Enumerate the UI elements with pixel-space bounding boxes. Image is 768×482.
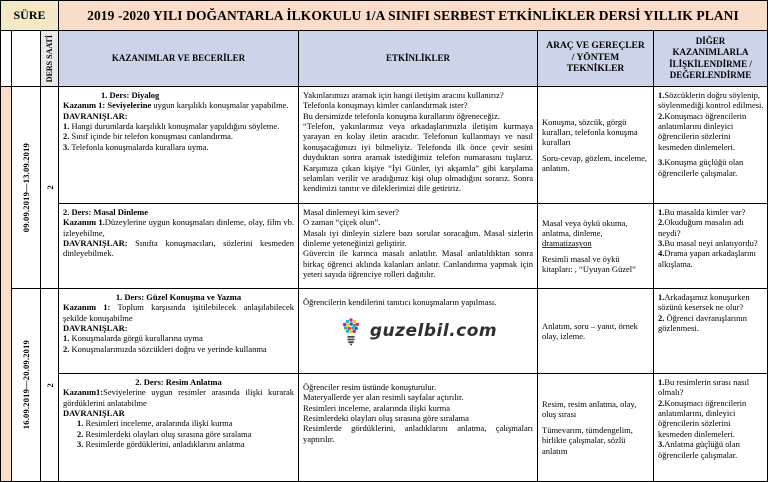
lightbulb-icon (339, 315, 363, 347)
etkinlikler-header: ETKİNLİKLER (299, 31, 537, 86)
date-range-week2 (12, 289, 40, 481)
date-range-week1-label: 09.09.2019—13.09.2019 (21, 142, 31, 233)
cell-r4-etkinlikler: Öğrenciler resim üstünde konuşturulur. Materyallerde yer alan resimli sayfalar açtırılır. Resimleri inceleme, aralarında ilişki kurma Resimlerdeki olayları oluş sırasına göre sıralama Resimlerde gördüklerini, anladıklarını anlatma, çalışmaları yaptırılır. (299, 374, 537, 481)
cell-r4-arac: Resim, resim anlatma, olay, oluş sırası Tümevarım, tümdengelim, birlikte çalışmalar, sözlü anlatım (538, 374, 653, 481)
cell-r1-diger: 1.Sözcüklerin doğru söylenip, söylenmediği kontrol edilmesi. 2.Konuşmacı öğrencilerin anlatımlarını dinleyici öğrencilerin sözlerini kesmeden dinlemeleri. 3.Konuşma güçlüğü olan öğrencilerle çalışmalar. (654, 87, 767, 203)
cell-r3-etkinlikler-text: Öğrencilerin kendilerini tanıtıcı konuşmaların yapılması. (303, 297, 497, 307)
cell-r2-arac: Masal veya öykü okuma, anlatma, dinleme, dramatizasyon Resimli masal ve öykü kitapları: , “Uyuyan Güzel” (538, 204, 653, 288)
cell-r2-etkinlikler: Masal dinlemeyi kim sever? O zaman “çiçek olun”. Masalı iyi dinleyin sizlere bazı sorular soracağım. Masal sizlerin dinleme yeteneğinizi geliştirir. Güvercin ile karınca masalı anlatılır. Masal anlatıldıktan sonra birkaç öğrenci aklında kalanları anlatır. Canlandırma yapmak için yeteri sayıda öğrenciye rolleri dağıtılır. (299, 204, 537, 288)
kazanimlar-header: KAZANIMLAR VE BECERİLER (59, 31, 298, 86)
date-range-week1 (12, 87, 40, 288)
cell-r3-etkinlikler (299, 289, 537, 373)
cell-r1-kazanimlar: 1. Ders: Diyalog Kazanım 1: Seviyelerine uygun karşılıklı konuşmalar yapabilme. DAVRANIŞLAR: 1. Hangi durumlarda karşılıklı konuşmalar yapıldığını söyleme. 2. Sınıf içinde bir telefon konuşması canlandırma. 3. Telefonla konuşmalarda kurallara uyma. (59, 87, 298, 203)
header-spacer-date (12, 31, 40, 86)
sure-color-strip (1, 87, 11, 481)
guzelbil-watermark-text: guzelbil.com (369, 320, 498, 341)
ders-saati-week1-value: 2 (44, 185, 55, 190)
ders-saati-week2-value: 2 (44, 382, 55, 388)
cell-r4-diger: 1.Bu resimlerin sırası nasıl olmalı? 2.Konuşmacı öğrencilerin anlatımlarını, dinleyici öğrencilerin sözlerini kesmeden dinlemeleri. 3.Anlatma güçlüğü olan öğrencilerle çalışmalar. (654, 374, 767, 481)
ders-saati-week1 (41, 87, 58, 288)
arac-gerecler-header: ARAÇ VE GEREÇLER / YÖNTEM TEKNİKLER (538, 31, 653, 86)
ders-saati-label: DERS SAATİ (44, 34, 54, 83)
guzelbil-watermark (303, 315, 533, 347)
cell-r1-etkinlikler: Yakınlarımızı aramak için hangi iletişim aracını kullanırız? Telefonla konuşmayı kimler canlandırmak ister? Bu dersimizde telefonla konuşma kurallarını öğreneceğiz. “Telefon, yakınlarımız veya arkadaşlarımızla iletişim kurmaya yarayan en kolay iletin aracıdır. Telefonun kullanmayı ve nasıl konuşacağımızı iyi bilmeliyiz. Telefonda ilk önce çevir sesini duyduktan sonra aramak istediğimiz telefon numarasını tuşlarız. Karşımıza çıkan kişiye “İyi Günler, iyi akşamla” gibi karşılama selamları verilir ve aradığımız kişi olup olmadığını sorarız. Sonra kendimizi tanıtır ve dileklerimizi dile getiririz. (299, 87, 537, 203)
cell-r4-kazanimlar: 2. Ders: Resim Anlatma Kazanım1:Seviyelerine uygun resimler arasında ilişki kurarak gördüklerini anlatabilme DAVRANIŞLAR 1. Resimleri inceleme, aralarında ilişki kurma 2. Resimlerdeki olayları oluş sırasına göre sıralama 3. Resimlerde gördüklerini, anladıklarını anlatma (59, 374, 298, 481)
cell-r3-arac: Anlatım, soru – yanıt, örnek olay, izleme. (538, 289, 653, 373)
cell-r3-kazanimlar: 1. Ders: Güzel Konuşma ve Yazma Kazanım 1: Toplum karşısında işitilebilecek anlaşılabilecek şekilde konuşabilme DAVRANIŞLAR: 1. Konuşmalarda görgü kurallarına uyma 2. Konuşmalarımızda sözcükleri doğru ve yerinde kullanma (59, 289, 298, 373)
ders-saati-week2 (41, 289, 58, 481)
plan-title: 2019 -2020 YILI DOĞANTARLA İLKOKULU 1/A SINIFI SERBEST ETKİNLİKLER DERSİ YILLIK PLANI (59, 1, 767, 30)
cell-r2-diger: 1.Bu masalda kimler var? 2.Okuduğum masalın adı neydi? 3.Bu masal neyi anlatıyordu? 4.Drama yapan arkadaşlarını alkışlama. (654, 204, 767, 288)
header-spacer-left (1, 31, 11, 86)
cell-r3-diger: 1.Arkadaşımız konuşurken sözünü kesersek ne olur? 2. Öğrenci davranışlarının gözlenmesi. (654, 289, 767, 373)
cell-r2-kazanimlar: 2. Ders: Masal Dinleme Kazanım 1.Düzeylerine uygun konuşmaları dinleme, olay, film vb. izleyebilme, DAVRANIŞLAR: Sınıfta konuşmacıları, sözlerini kesmeden dinleyebilmek. (59, 204, 298, 288)
date-range-week2-label: 16.09.2019—20.09.2019 (21, 340, 31, 430)
cell-r1-arac: Konuşma, sözcük, görgü kuralları, telefonla konuşma kuralları Soru-cevap, gözlem, inceleme, anlatım. (538, 87, 653, 203)
diger-kazanimlar-header: DİĞER KAZANIMLARLA İLİŞKİLENDİRME / DEĞERLENDİRME (654, 31, 767, 86)
ders-saati-header (41, 31, 58, 86)
sure-header-cell: SÜRE (1, 1, 58, 30)
